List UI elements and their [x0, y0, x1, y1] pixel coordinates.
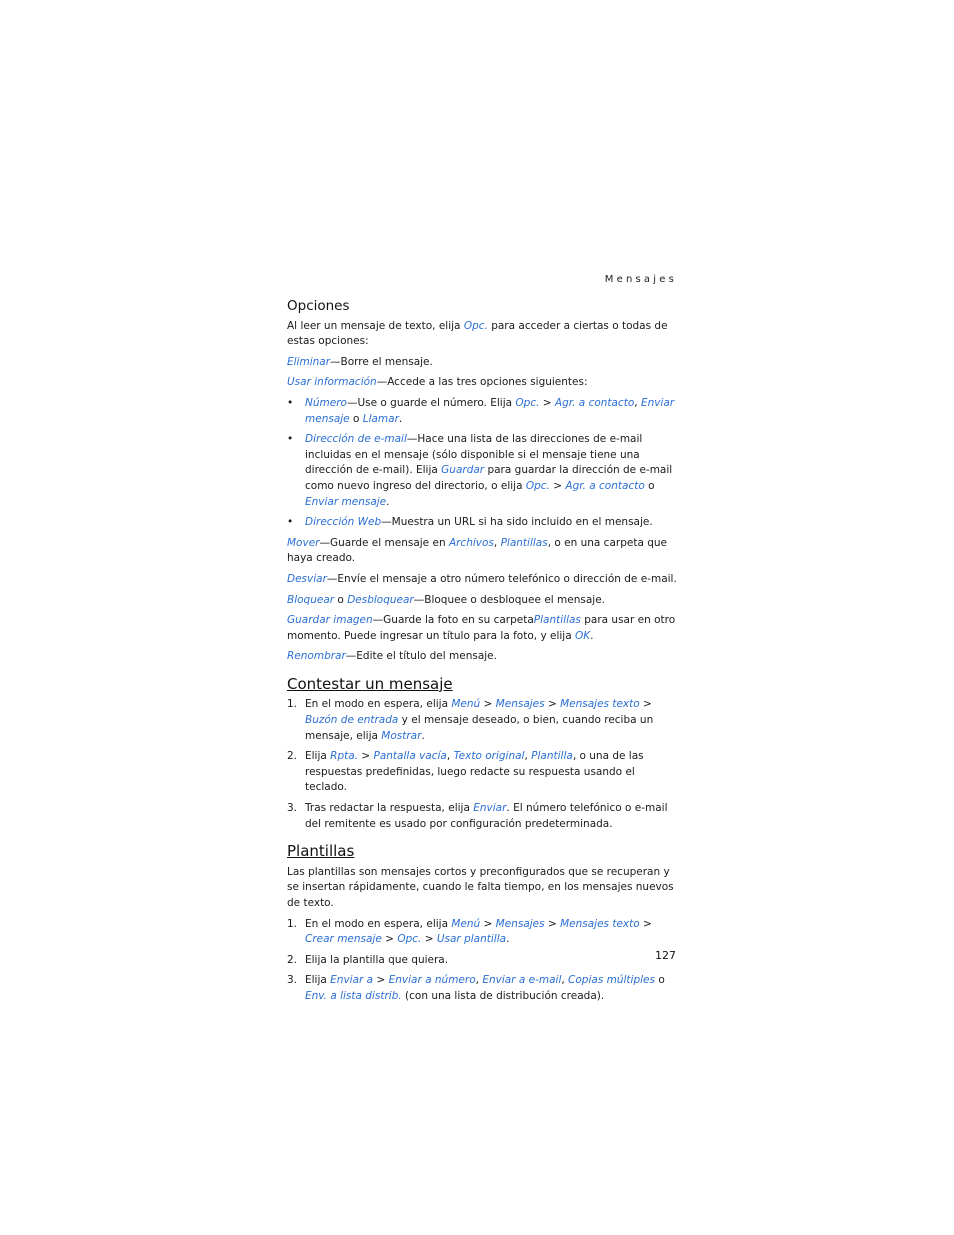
mover-link[interactable]: Mover	[287, 536, 320, 549]
opciones-intro: Al leer un mensaje de texto, elija Opc. para acceder a ciertas o todas de estas opciones:	[287, 319, 668, 348]
bullet-icon: •	[287, 516, 294, 529]
guardar-imagen-link[interactable]: Guardar imagen	[287, 614, 373, 627]
option-eliminar: Eliminar—Borre el mensaje.	[287, 355, 433, 368]
list-item: 3. Elija Enviar a > Enviar a número, Enviar a e-mail, Copias múltiples o Env. a lista distrib. (con una lista de distribución creada).	[287, 974, 665, 1002]
contestar-steps	[287, 697, 679, 832]
archivos-link[interactable]: Archivos	[448, 536, 494, 549]
guardar-link[interactable]: Guardar	[441, 464, 485, 477]
usar-informacion-list	[287, 396, 679, 531]
usar-plantilla-link[interactable]: Usar plantilla	[436, 933, 507, 946]
mensajes-link[interactable]: Mensajes	[495, 917, 545, 930]
opc-link[interactable]: Opc.	[515, 396, 540, 409]
enviar-link[interactable]: Enviar	[473, 802, 507, 815]
option-bloquear: Bloquear o Desbloquear—Bloquee o desbloquee el mensaje.	[287, 593, 605, 606]
list-item: 3. Tras redactar la respuesta, elija Enviar. El número telefónico o e-mail del remitente es usado por configuración predeterminada.	[287, 802, 668, 830]
enviar-mensaje-link[interactable]: Enviar mensaje	[305, 396, 675, 425]
mensajes-texto-link[interactable]: Mensajes texto	[560, 917, 640, 930]
numero-link[interactable]: Número	[305, 396, 347, 409]
buzon-entrada-link[interactable]: Buzón de entrada	[305, 714, 399, 727]
running-header: Mensajes	[604, 274, 677, 285]
plantillas-intro: Las plantillas son mensajes cortos y preconfigurados que se recuperan y se insertan rápidamente, cuando le falta tiempo, en los mensajes nuevos de texto.	[287, 865, 674, 909]
list-item: • Número—Use o guarde el número. Elija Opc. > Agr. a contacto, Enviar mensaje o Llamar.	[287, 396, 675, 425]
mensajes-link[interactable]: Mensajes	[495, 698, 545, 711]
bullet-icon: •	[287, 396, 294, 409]
plantillas-link[interactable]: Plantillas	[500, 536, 548, 549]
copias-multiples-link[interactable]: Copias múltiples	[568, 974, 655, 987]
ok-link[interactable]: OK	[574, 629, 591, 642]
mensajes-texto-link[interactable]: Mensajes texto	[560, 698, 640, 711]
pantalla-vacia-link[interactable]: Pantalla vacía	[373, 750, 447, 763]
option-renombrar: Renombrar—Edite el título del mensaje.	[287, 650, 497, 663]
opc-link[interactable]: Opc.	[525, 479, 550, 492]
texto-original-link[interactable]: Texto original	[453, 750, 525, 763]
desbloquear-link[interactable]: Desbloquear	[347, 593, 414, 606]
enviar-mensaje-link[interactable]: Enviar mensaje	[305, 495, 387, 508]
list-item: 2. Elija la plantilla que quiera.	[287, 953, 449, 966]
bullet-icon: •	[287, 433, 294, 446]
menu-link[interactable]: Menú	[451, 917, 481, 930]
direccion-email-link[interactable]: Dirección de e-mail	[305, 433, 407, 446]
eliminar-link[interactable]: Eliminar	[287, 355, 331, 368]
option-desviar: Desviar—Envíe el mensaje a otro número telefónico o dirección de e-mail.	[287, 572, 677, 585]
page-number: 127	[655, 949, 676, 962]
rpta-link[interactable]: Rpta.	[330, 750, 359, 763]
option-mover: Mover—Guarde el mensaje en Archivos, Plantillas, o en una carpeta que haya creado.	[287, 536, 667, 565]
enviar-a-link[interactable]: Enviar a	[330, 974, 374, 987]
list-item: 1. En el modo en espera, elija Menú > Mensajes > Mensajes texto > Crear mensaje > Opc. > Usar plantilla.	[287, 917, 652, 946]
section-title-opciones: Opciones	[287, 298, 350, 314]
bloquear-link[interactable]: Bloquear	[287, 593, 335, 606]
plantilla-link[interactable]: Plantilla	[531, 750, 573, 763]
list-item: • Dirección Web—Muestra un URL si ha sido incluido en el mensaje.	[287, 515, 679, 531]
section-title-contestar: Contestar un mensaje	[287, 674, 453, 693]
mostrar-link[interactable]: Mostrar	[381, 729, 422, 742]
plantillas-link[interactable]: Plantillas	[533, 614, 581, 627]
enviar-a-numero-link[interactable]: Enviar a número	[388, 974, 476, 987]
menu-link[interactable]: Menú	[451, 698, 481, 711]
agr-contacto-link[interactable]: Agr. a contacto	[554, 396, 635, 409]
renombrar-link[interactable]: Renombrar	[287, 650, 346, 663]
desviar-link[interactable]: Desviar	[287, 572, 327, 585]
llamar-link[interactable]: Llamar	[362, 412, 399, 425]
list-item: 2. Elija Rpta. > Pantalla vacía, Texto original, Plantilla, o una de las respuestas predefinidas, luego redacte su respuesta usando el teclado.	[287, 750, 644, 794]
option-usar-informacion: Usar información—Accede a las tres opciones siguientes:	[287, 376, 588, 389]
option-guardar-imagen: Guardar imagen—Guarde la foto en su carpetaPlantillas para usar en otro momento. Puede ingresar un título para la foto, y elija OK.	[287, 614, 676, 642]
opc-link[interactable]: Opc.	[463, 319, 488, 332]
env-lista-distrib-link[interactable]: Env. a lista distrib.	[305, 989, 402, 1002]
section-title-plantillas: Plantillas	[287, 842, 355, 861]
page-content	[287, 299, 679, 1010]
opc-link[interactable]: Opc.	[397, 933, 422, 946]
list-item: 1. En el modo en espera, elija Menú > Mensajes > Mensajes texto > Buzón de entrada y el mensaje deseado, o bien, cuando reciba un mensaje, elija Mostrar.	[287, 698, 654, 742]
enviar-a-email-link[interactable]: Enviar a e-mail	[482, 974, 562, 987]
crear-mensaje-link[interactable]: Crear mensaje	[305, 933, 382, 946]
agr-contacto-link[interactable]: Agr. a contacto	[565, 479, 645, 492]
direccion-web-link[interactable]: Dirección Web	[305, 516, 382, 529]
usar-informacion-link[interactable]: Usar información	[287, 376, 377, 389]
list-item: • Dirección de e-mail—Hace una lista de las direcciones de e-mail incluidas en el mensaje (sólo disponible si el mensaje tiene una dirección de e-mail). Elija Guardar para guardar la dirección de e-mail como nuevo ingreso del directorio, o elija Opc. > Agr. a contacto o Enviar mensaje.	[287, 433, 673, 508]
